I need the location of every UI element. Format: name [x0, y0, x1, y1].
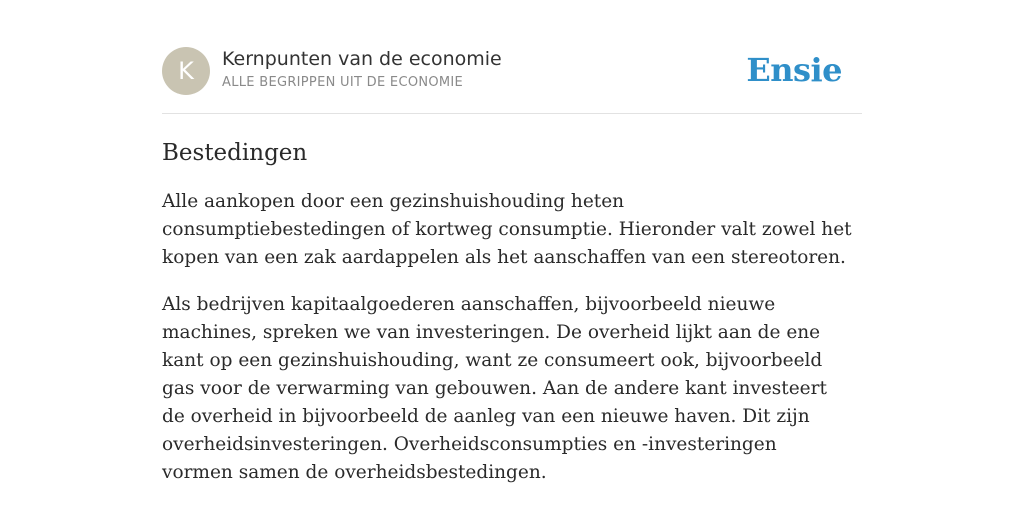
site-title[interactable]: Kernpunten van de economie [222, 48, 502, 70]
article [162, 136, 852, 506]
site-subtitle: ALLE BEGRIPPEN UIT DE ECONOMIE [222, 75, 464, 90]
article-paragraph: Als bedrijven kapitaalgoederen aanschaffen, bijvoorbeeld nieuwe machines, spreken we van investeringen. De overheid lijkt aan de ene kant op een gezinshuishouding, want ze consumeert ook, bijvoorbeeld gas voor de verwarming van gebouwen. Aan de andere kant investeert de overheid in bijvoorbeeld de aanleg van een nieuwe haven. Dit zijn overheidsinvesteringen. Overheidsconsumpties en -investeringen vormen samen de overheidsbestedingen. [162, 294, 827, 483]
avatar[interactable]: K [162, 47, 210, 95]
article-title: Bestedingen [162, 140, 308, 166]
header-divider [162, 113, 862, 114]
header [162, 47, 862, 95]
brand-logo[interactable]: Ensie [746, 51, 842, 89]
article-paragraph: Alle aankopen door een gezinshuishouding heten consumptiebestedingen of kortweg consumptie. Hieronder valt zowel het kopen van een zak aardappelen als het aanschaffen van een stereotoren. [162, 191, 852, 268]
